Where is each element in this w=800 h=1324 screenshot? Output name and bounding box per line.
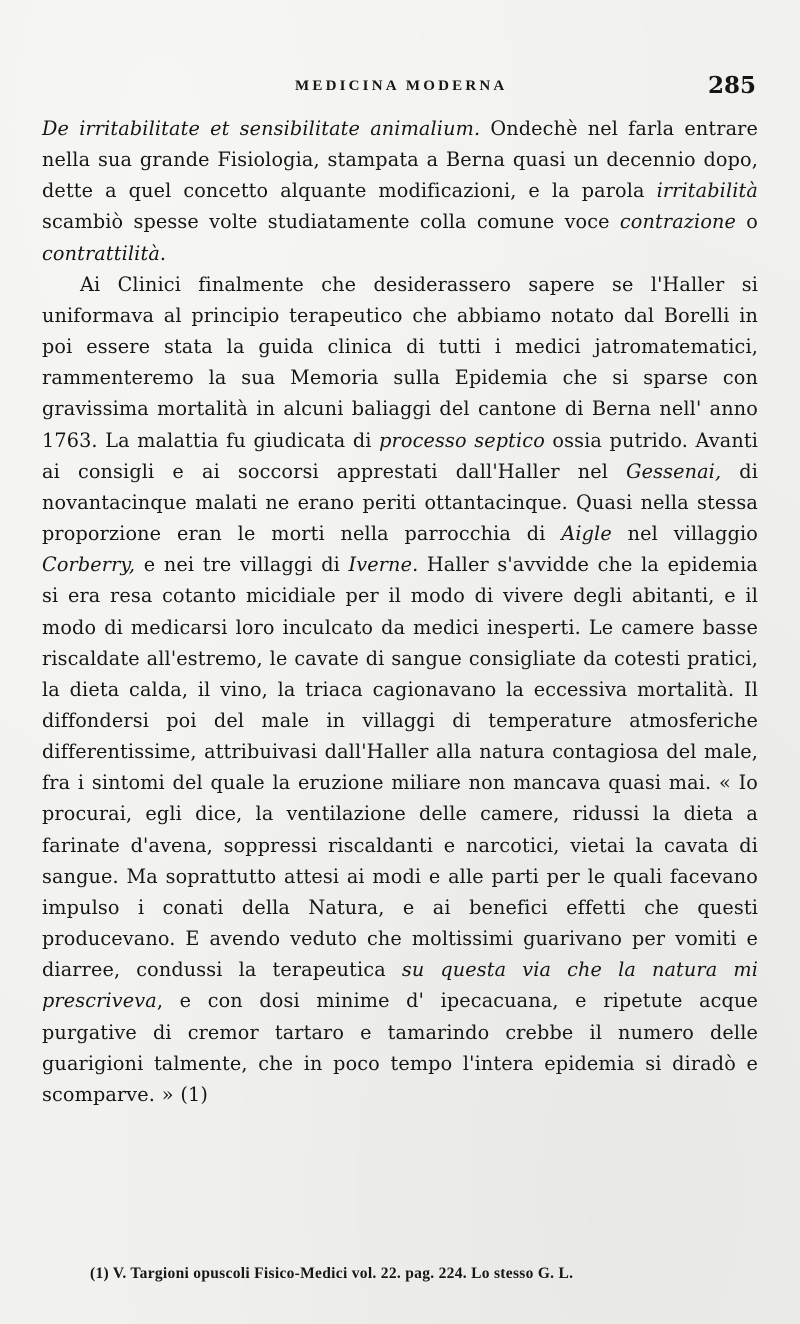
paragraph-1 [42, 113, 758, 269]
place-italic: Iverne. [348, 553, 419, 577]
paragraph-2 [42, 269, 758, 1110]
text-run: Ai Clinici finalmente che desiderassero sapere se l'Haller si uniformava al principio terapeutico che abbiamo notato dal Borelli in poi essere stata la guida clinica di tutti i medici jatromatematici, rammenteremo la sua Memoria sulla Epidemia che si sparse con gravissima mortalità in alcuni baliaggi del cantone di Berna nell' anno 1763. La malattia fu giudicata di [42, 272, 758, 452]
term-italic: processo septico [379, 428, 545, 452]
text-run: Ondechè nel farla entrare nella sua grande Fisiologia, stampata a Berna quasi un decennio dopo, dette a quel concetto alquante modificazioni, e la parola [42, 117, 758, 203]
text-run: nel villaggio [611, 522, 758, 546]
text-run: Haller s'avvidde che la epidemia si era resa cotanto micidiale per il modo di vivere degli abitanti, e il modo di medicarsi loro inculcato da medici inesperti. Le camere basse riscaldate all'estremo, le cavate di sangue consigliate da cotesti pratici, la dieta calda, il vino, la triaca cagionavano la eccessiva mortalità. Il diffondersi poi del male in villaggi di temperature atmosferiche differentissime, attribuivasi dall'Haller alla natura contagiosa del male, fra i sintomi del quale la eruzione miliare non mancava quasi mai. « Io procurai, egli dice, la ventilazione delle camere, ridussi la dieta a farinate d'avena, soppressi riscaldanti e narcotici, vietai la cavata di sangue. Ma soprattutto attesi ai modi e alle parti per le quali facevano impulso i conati della Natura, e ai benefici effetti che questi producevano. E avendo veduto che moltissimi guarivano per vomiti e diarree, condussi la terapeutica [42, 553, 758, 982]
text-run: ossia putrido. Avanti ai consigli e ai soccorsi apprestati dall'Haller nel [42, 428, 758, 483]
place-italic: Corberry, [42, 553, 136, 577]
running-head: MEDICINA MODERNA [295, 78, 508, 94]
text-run: o [736, 210, 758, 234]
page-header [40, 72, 758, 104]
text-run: e nei tre villaggi di [135, 553, 349, 577]
term-italic: contrazione [619, 210, 737, 234]
quote-italic: su questa via che la natura mi prescriveva [42, 958, 758, 1013]
place-italic: Gessenai, [626, 459, 722, 483]
term-italic: irritabilità [656, 179, 758, 203]
term-italic: contrattilità [42, 241, 160, 265]
text-run: . [159, 241, 167, 265]
footnote: (1) V. Targioni opuscoli Fisico-Medici vol. 22. pag. 224. Lo stesso G. L. [90, 1265, 574, 1282]
book-title-italic: De irritabilitate et sensibilitate animalium. [42, 117, 481, 140]
place-italic: Aigle [561, 522, 612, 546]
text-run: , e con dosi minime d' ipecacuana, e ripetute acque purgative di cremor tartaro e tamarindo crebbe il numero delle guarigioni talmente, che in poco tempo l'intera epidemia si diradò e scomparve. » (1) [42, 989, 758, 1106]
text-run: di novantacinque malati ne erano periti ottantacinque. Quasi nella stessa proporzione eran le morti nella parrocchia di [42, 459, 759, 546]
page-number: 285 [707, 72, 756, 99]
text-run: scambiò spesse volte studiatamente colla comune voce [42, 210, 620, 234]
body-text [42, 113, 758, 1110]
